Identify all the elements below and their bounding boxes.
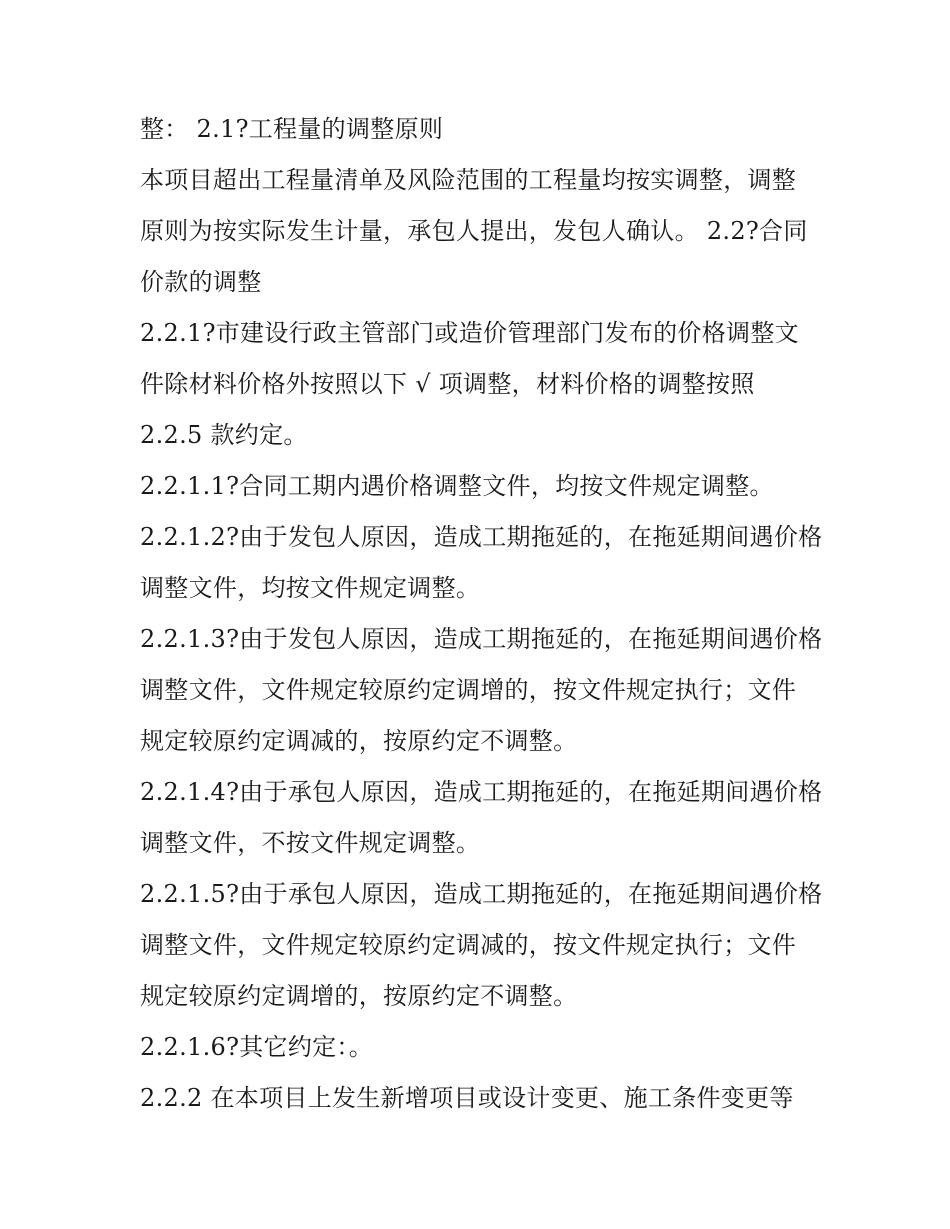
text-line: 2.2.1.5?由于承包人原因，造成工期拖延的，在拖延期间遇价格 <box>140 880 823 908</box>
text-line: 调整文件，文件规定较原约定调增的，按文件规定执行；文件 <box>140 676 797 704</box>
text-line: 整： 2.1?工程量的调整原则 <box>140 115 444 143</box>
text-line: 调整文件，不按文件规定调整。 <box>140 829 481 857</box>
text-line: 原则为按实际发生计量，承包人提出，发包人确认。 2.2?合同 <box>140 217 808 245</box>
text-line: 2.2.1.3?由于发包人原因，造成工期拖延的，在拖延期间遇价格 <box>140 625 823 653</box>
text-line: 调整文件，均按文件规定调整。 <box>140 574 481 602</box>
text-line: 2.2.1?市建设行政主管部门或造价管理部门发布的价格调整文 <box>140 319 799 347</box>
text-line: 2.2.1.4?由于承包人原因，造成工期拖延的，在拖延期间遇价格 <box>140 778 823 806</box>
text-line: 本项目超出工程量清单及风险范围的工程量均按实调整，调整 <box>140 166 797 194</box>
text-line: 2.2.5 款约定。 <box>140 421 308 449</box>
text-line: 2.2.1.1?合同工期内遇价格调整文件，均按文件规定调整。 <box>140 472 774 500</box>
text-line: 规定较原约定调减的，按原约定不调整。 <box>140 727 578 755</box>
text-line: 调整文件，文件规定较原约定调减的，按文件规定执行；文件 <box>140 931 797 959</box>
text-line: 2.2.2 在本项目上发生新增项目或设计变更、施工条件变更等 <box>140 1084 794 1112</box>
text-line: 规定较原约定调增的，按原约定不调整。 <box>140 982 578 1010</box>
text-line: 价款的调整 <box>140 268 262 296</box>
text-line: 件除材料价格外按照以下 √ 项调整，材料价格的调整按照 <box>140 370 755 398</box>
text-line: 2.2.1.2?由于发包人原因，造成工期拖延的，在拖延期间遇价格 <box>140 523 823 551</box>
body-text <box>140 104 830 1124</box>
text-line: 2.2.1.6?其它约定：。 <box>140 1033 374 1061</box>
